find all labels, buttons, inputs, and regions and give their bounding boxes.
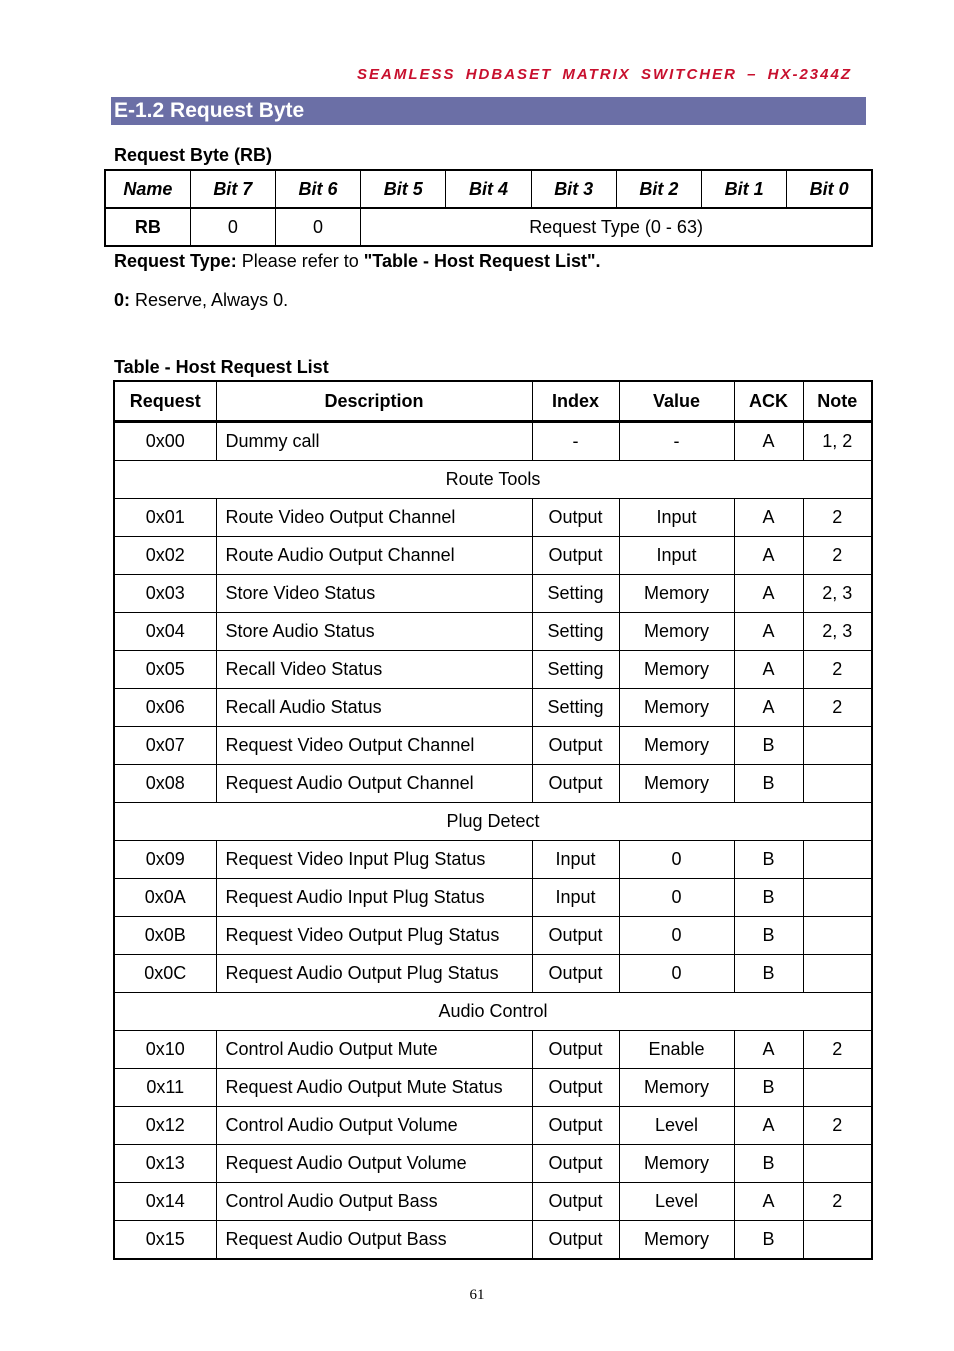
value-cell: Input bbox=[619, 499, 734, 537]
value-cell: Memory bbox=[619, 1221, 734, 1260]
value-cell: Enable bbox=[619, 1031, 734, 1069]
ack-cell: B bbox=[734, 917, 803, 955]
ack-cell: B bbox=[734, 1069, 803, 1107]
value-cell: Memory bbox=[619, 689, 734, 727]
rb-header-bit3: Bit 3 bbox=[531, 170, 616, 208]
ack-cell: A bbox=[734, 499, 803, 537]
note-cell: 2, 3 bbox=[803, 575, 872, 613]
description-cell: Recall Video Status bbox=[216, 651, 532, 689]
note-cell: 2 bbox=[803, 537, 872, 575]
index-cell: Output bbox=[532, 537, 619, 575]
description-cell: Request Audio Output Plug Status bbox=[216, 955, 532, 993]
value-cell: 0 bbox=[619, 841, 734, 879]
request-cell: 0x02 bbox=[114, 537, 216, 575]
ack-cell: A bbox=[734, 1031, 803, 1069]
rb-header-bit0: Bit 0 bbox=[787, 170, 872, 208]
index-cell: Output bbox=[532, 1183, 619, 1221]
ack-cell: B bbox=[734, 955, 803, 993]
value-cell: Level bbox=[619, 1107, 734, 1145]
group-label: Route Tools bbox=[114, 461, 872, 499]
index-cell: Setting bbox=[532, 689, 619, 727]
rb-header-bit5: Bit 5 bbox=[361, 170, 446, 208]
index-cell: Output bbox=[532, 955, 619, 993]
table-row bbox=[114, 841, 872, 879]
rb-header-bit2: Bit 2 bbox=[616, 170, 701, 208]
description-cell: Request Audio Output Bass bbox=[216, 1221, 532, 1260]
value-cell: Memory bbox=[619, 1145, 734, 1183]
request-cell: 0x07 bbox=[114, 727, 216, 765]
request-cell: 0x11 bbox=[114, 1069, 216, 1107]
zero-note bbox=[114, 290, 288, 311]
ack-cell: B bbox=[734, 727, 803, 765]
description-cell: Route Audio Output Channel bbox=[216, 537, 532, 575]
description-cell: Request Audio Output Channel bbox=[216, 765, 532, 803]
index-cell: Output bbox=[532, 917, 619, 955]
description-cell: Store Video Status bbox=[216, 575, 532, 613]
req-header-ack: ACK bbox=[734, 381, 803, 422]
rb-row bbox=[105, 208, 872, 246]
index-cell: - bbox=[532, 422, 619, 461]
note-cell: 2 bbox=[803, 1183, 872, 1221]
request-type-label: Request Type: bbox=[114, 251, 237, 271]
index-cell: Input bbox=[532, 879, 619, 917]
rb-bit6-cell: 0 bbox=[275, 208, 360, 246]
value-cell: Input bbox=[619, 537, 734, 575]
group-label: Plug Detect bbox=[114, 803, 872, 841]
ack-cell: A bbox=[734, 1183, 803, 1221]
table-row bbox=[114, 651, 872, 689]
index-cell: Output bbox=[532, 727, 619, 765]
request-cell: 0x09 bbox=[114, 841, 216, 879]
note-cell bbox=[803, 917, 872, 955]
description-cell: Dummy call bbox=[216, 422, 532, 461]
table-row bbox=[114, 1221, 872, 1260]
request-cell: 0x13 bbox=[114, 1145, 216, 1183]
index-cell: Output bbox=[532, 1069, 619, 1107]
description-cell: Control Audio Output Volume bbox=[216, 1107, 532, 1145]
note-cell bbox=[803, 765, 872, 803]
description-cell: Request Audio Output Volume bbox=[216, 1145, 532, 1183]
table-row bbox=[114, 422, 872, 461]
rb-header-bit7: Bit 7 bbox=[190, 170, 275, 208]
req-header-value: Value bbox=[619, 381, 734, 422]
request-cell: 0x03 bbox=[114, 575, 216, 613]
table-row bbox=[114, 1107, 872, 1145]
index-cell: Setting bbox=[532, 613, 619, 651]
running-header: SEAMLESS HDBASET MATRIX SWITCHER – HX-2344Z bbox=[357, 66, 852, 83]
rb-name-cell: RB bbox=[105, 208, 190, 246]
value-cell: Level bbox=[619, 1183, 734, 1221]
note-cell bbox=[803, 841, 872, 879]
value-cell: Memory bbox=[619, 727, 734, 765]
description-cell: Request Video Output Channel bbox=[216, 727, 532, 765]
note-cell: 2 bbox=[803, 651, 872, 689]
note-cell bbox=[803, 1221, 872, 1260]
value-cell: 0 bbox=[619, 955, 734, 993]
note-cell bbox=[803, 727, 872, 765]
host-request-table bbox=[113, 380, 873, 1260]
table-row bbox=[114, 765, 872, 803]
rb-table-caption: Request Byte (RB) bbox=[114, 145, 273, 165]
note-cell: 2, 3 bbox=[803, 613, 872, 651]
ack-cell: B bbox=[734, 1145, 803, 1183]
description-cell: Recall Audio Status bbox=[216, 689, 532, 727]
request-cell: 0x10 bbox=[114, 1031, 216, 1069]
group-label: Audio Control bbox=[114, 993, 872, 1031]
index-cell: Output bbox=[532, 1107, 619, 1145]
table-row bbox=[114, 879, 872, 917]
group-row bbox=[114, 461, 872, 499]
description-cell: Control Audio Output Mute bbox=[216, 1031, 532, 1069]
note-cell: 2 bbox=[803, 499, 872, 537]
description-cell: Store Audio Status bbox=[216, 613, 532, 651]
description-cell: Request Audio Input Plug Status bbox=[216, 879, 532, 917]
note-cell bbox=[803, 955, 872, 993]
request-type-note bbox=[114, 251, 601, 272]
value-cell: Memory bbox=[619, 613, 734, 651]
table-row bbox=[114, 537, 872, 575]
table-row bbox=[114, 1031, 872, 1069]
description-cell: Request Video Output Plug Status bbox=[216, 917, 532, 955]
rb-bit7-cell: 0 bbox=[190, 208, 275, 246]
value-cell: 0 bbox=[619, 917, 734, 955]
note-cell bbox=[803, 1145, 872, 1183]
index-cell: Output bbox=[532, 765, 619, 803]
ack-cell: A bbox=[734, 1107, 803, 1145]
index-cell: Setting bbox=[532, 651, 619, 689]
req-header-description: Description bbox=[216, 381, 532, 422]
zero-text: Reserve, Always 0. bbox=[130, 290, 289, 310]
index-cell: Input bbox=[532, 841, 619, 879]
table-row bbox=[114, 575, 872, 613]
request-cell: 0x05 bbox=[114, 651, 216, 689]
req-header-note: Note bbox=[803, 381, 872, 422]
table-row bbox=[114, 1145, 872, 1183]
table-row bbox=[114, 613, 872, 651]
value-cell: Memory bbox=[619, 765, 734, 803]
request-cell: 0x08 bbox=[114, 765, 216, 803]
ack-cell: B bbox=[734, 765, 803, 803]
description-cell: Request Audio Output Mute Status bbox=[216, 1069, 532, 1107]
value-cell: Memory bbox=[619, 1069, 734, 1107]
index-cell: Output bbox=[532, 1145, 619, 1183]
ack-cell: B bbox=[734, 1221, 803, 1260]
request-type-text: Please refer to bbox=[236, 251, 364, 271]
zero-label: 0: bbox=[114, 290, 131, 310]
table-row bbox=[114, 727, 872, 765]
rb-header-bit4: Bit 4 bbox=[446, 170, 531, 208]
request-cell: 0x0B bbox=[114, 917, 216, 955]
index-cell: Setting bbox=[532, 575, 619, 613]
table-row bbox=[114, 1183, 872, 1221]
request-cell: 0x00 bbox=[114, 422, 216, 461]
request-type-ref: "Table - Host Request List". bbox=[363, 251, 601, 271]
ack-cell: A bbox=[734, 651, 803, 689]
index-cell: Output bbox=[532, 499, 619, 537]
req-table-caption: Table - Host Request List bbox=[114, 357, 329, 377]
table-row bbox=[114, 1069, 872, 1107]
index-cell: Output bbox=[532, 1221, 619, 1260]
table-row bbox=[114, 499, 872, 537]
value-cell: - bbox=[619, 422, 734, 461]
group-row bbox=[114, 993, 872, 1031]
ack-cell: A bbox=[734, 575, 803, 613]
description-cell: Control Audio Output Bass bbox=[216, 1183, 532, 1221]
value-cell: Memory bbox=[619, 575, 734, 613]
rb-request-type-cell: Request Type (0 - 63) bbox=[361, 208, 872, 246]
note-cell: 2 bbox=[803, 689, 872, 727]
rb-header-bit6: Bit 6 bbox=[275, 170, 360, 208]
note-cell bbox=[803, 1069, 872, 1107]
request-cell: 0x0A bbox=[114, 879, 216, 917]
value-cell: Memory bbox=[619, 651, 734, 689]
description-cell: Route Video Output Channel bbox=[216, 499, 532, 537]
request-cell: 0x0C bbox=[114, 955, 216, 993]
section-title: E-1.2 Request Byte bbox=[111, 97, 866, 125]
group-row bbox=[114, 803, 872, 841]
request-cell: 0x12 bbox=[114, 1107, 216, 1145]
table-row bbox=[114, 689, 872, 727]
request-cell: 0x01 bbox=[114, 499, 216, 537]
note-cell: 2 bbox=[803, 1031, 872, 1069]
page-number: 61 bbox=[469, 1287, 485, 1303]
req-header-request: Request bbox=[114, 381, 216, 422]
note-cell: 2 bbox=[803, 1107, 872, 1145]
table-row bbox=[114, 955, 872, 993]
value-cell: 0 bbox=[619, 879, 734, 917]
request-byte-table bbox=[104, 169, 873, 247]
index-cell: Output bbox=[532, 1031, 619, 1069]
request-cell: 0x06 bbox=[114, 689, 216, 727]
request-cell: 0x15 bbox=[114, 1221, 216, 1260]
request-cell: 0x14 bbox=[114, 1183, 216, 1221]
rb-header-bit1: Bit 1 bbox=[702, 170, 787, 208]
ack-cell: B bbox=[734, 841, 803, 879]
ack-cell: B bbox=[734, 879, 803, 917]
ack-cell: A bbox=[734, 537, 803, 575]
request-cell: 0x04 bbox=[114, 613, 216, 651]
table-row bbox=[114, 917, 872, 955]
req-header-index: Index bbox=[532, 381, 619, 422]
note-cell bbox=[803, 879, 872, 917]
rb-header-name: Name bbox=[105, 170, 190, 208]
note-cell: 1, 2 bbox=[803, 422, 872, 461]
ack-cell: A bbox=[734, 613, 803, 651]
ack-cell: A bbox=[734, 689, 803, 727]
ack-cell: A bbox=[734, 422, 803, 461]
description-cell: Request Video Input Plug Status bbox=[216, 841, 532, 879]
